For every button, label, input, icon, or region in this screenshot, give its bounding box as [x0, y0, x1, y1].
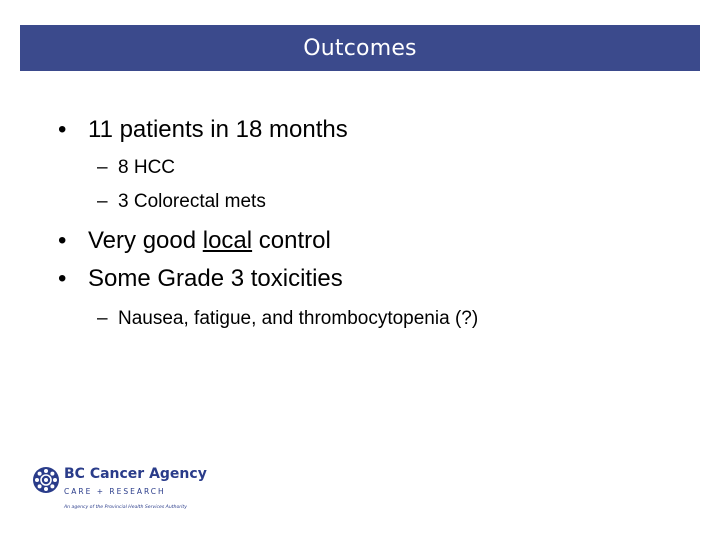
logo-name: BC Cancer Agency: [64, 466, 207, 482]
bullet-text: 11 patients in 18 months: [88, 116, 348, 143]
slide-title: Outcomes: [303, 35, 417, 61]
bc-cancer-agency-logo: [32, 463, 212, 518]
bullet-item: [58, 227, 331, 255]
sub-bullet-marker: –: [97, 191, 108, 212]
bc-cancer-agency-emblem-icon: [32, 465, 60, 495]
sub-bullet-item: [97, 308, 478, 330]
bullet-marker: •: [58, 265, 67, 292]
sub-bullet-text: 3 Colorectal mets: [118, 191, 266, 212]
sub-bullet-item: [97, 157, 175, 179]
sub-bullet-marker: –: [97, 308, 108, 329]
bullet-item: [58, 265, 343, 293]
bullet-text-prefix: Very good: [88, 227, 203, 254]
sub-bullet-marker: –: [97, 157, 108, 178]
bullet-item: [58, 116, 348, 144]
bullet-text: [88, 227, 331, 254]
logo-subtitle: CARE + RESEARCH: [64, 487, 166, 496]
bullet-marker: •: [58, 227, 67, 254]
logo-tagline: An agency of the Provincial Health Services Authority: [64, 505, 187, 510]
bullet-text-suffix: control: [252, 227, 331, 254]
sub-bullet-text: 8 HCC: [118, 157, 176, 178]
underlined-word: local: [202, 227, 253, 254]
bullet-marker: •: [58, 116, 67, 143]
sub-bullet-text: Nausea, fatigue, and thrombocytopenia (?): [118, 308, 479, 329]
sub-bullet-item: [97, 191, 266, 213]
bullet-text: Some Grade 3 toxicities: [88, 265, 343, 292]
